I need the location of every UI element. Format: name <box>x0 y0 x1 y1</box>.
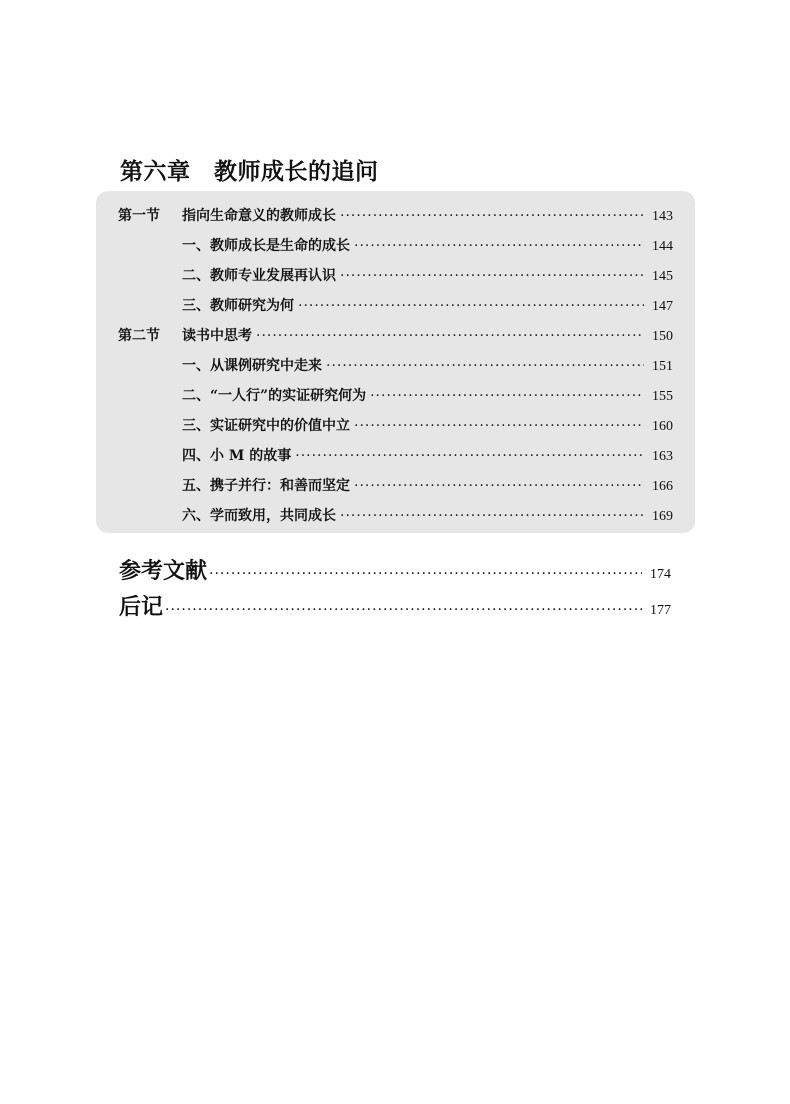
dot-leader <box>340 261 644 291</box>
references-entry <box>119 554 671 585</box>
toc-entry <box>182 291 673 322</box>
section-label: 第一节 <box>118 208 160 224</box>
toc-panel <box>96 191 695 533</box>
toc-row <box>96 501 695 531</box>
dot-leader <box>298 291 644 321</box>
toc-row <box>96 231 695 261</box>
toc-entry <box>182 381 673 412</box>
entry-title: 六、学而致用，共同成长 <box>182 508 336 524</box>
page-number: 163 <box>652 449 673 464</box>
dot-leader <box>209 566 642 582</box>
dot-leader <box>370 381 644 411</box>
dot-leader <box>340 501 644 531</box>
toc-entry <box>182 321 673 352</box>
toc-entry <box>182 261 673 292</box>
toc-entry <box>182 231 673 262</box>
page-number: 169 <box>652 509 673 524</box>
toc-entry <box>182 411 673 442</box>
toc-entry <box>182 201 673 232</box>
dot-leader <box>256 321 644 351</box>
toc-row <box>96 411 695 441</box>
dot-leader <box>340 201 644 231</box>
entry-title: 三、教师研究为何 <box>182 298 294 314</box>
toc-entry <box>182 471 673 502</box>
afterword-entry <box>119 590 671 621</box>
page-number: 155 <box>652 389 673 404</box>
page-number: 160 <box>652 419 673 434</box>
page-number: 151 <box>652 359 673 374</box>
page-number: 177 <box>650 603 671 618</box>
entry-title: 读书中思考 <box>182 328 252 344</box>
entry-title: 后记 <box>119 594 164 620</box>
page-number: 144 <box>652 239 673 254</box>
entry-title: 三、实证研究中的价值中立 <box>182 418 350 434</box>
dot-leader <box>165 602 642 618</box>
entry-title: 一、从课例研究中走来 <box>182 358 322 374</box>
dot-leader <box>354 231 644 261</box>
dot-leader <box>354 411 644 441</box>
page-number: 145 <box>652 269 673 284</box>
toc-row <box>96 261 695 291</box>
page-number: 174 <box>650 567 671 582</box>
page-number: 150 <box>652 329 673 344</box>
section-label: 第二节 <box>118 328 160 344</box>
toc-row <box>96 321 695 351</box>
entry-title: 一、教师成长是生命的成长 <box>182 238 350 254</box>
toc-row <box>96 291 695 321</box>
entry-title: 参考文献 <box>119 558 208 584</box>
toc-row <box>96 381 695 411</box>
toc-entry <box>182 501 673 532</box>
toc-entry <box>182 441 673 472</box>
toc-entry <box>182 351 673 382</box>
entry-title: 五、携子并行：和善而坚定 <box>182 478 350 494</box>
page-number: 166 <box>652 479 673 494</box>
entry-title: 指向生命意义的教师成长 <box>182 208 336 224</box>
toc-row <box>96 441 695 471</box>
dot-leader <box>326 351 644 381</box>
toc-row <box>96 351 695 381</box>
entry-title: 二、“一人行”的实证研究何为 <box>182 388 367 404</box>
page-number: 147 <box>652 299 673 314</box>
dot-leader <box>295 441 644 471</box>
entry-title: 二、教师专业发展再认识 <box>182 268 336 284</box>
toc-row <box>96 471 695 501</box>
page-number: 143 <box>652 209 673 224</box>
toc-row <box>96 201 695 231</box>
dot-leader <box>354 471 644 501</box>
entry-title: 四、小 M 的故事 <box>182 448 292 464</box>
chapter-title: 第六章 教师成长的追问 <box>120 158 379 185</box>
